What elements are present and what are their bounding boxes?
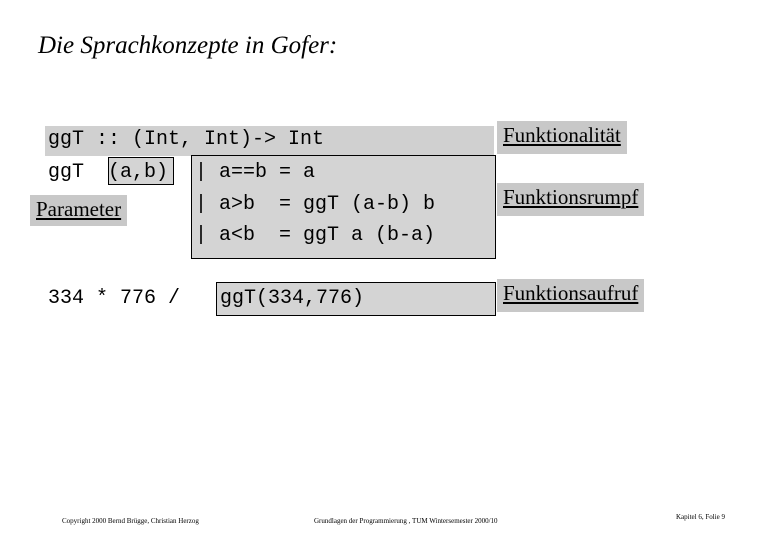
label-funktionalitaet [497,121,627,154]
footer-slide-number: Kapitel 6, Folie 9 [676,513,725,521]
label-funktionsrumpf [497,183,644,216]
code-call-expression: ggT(334,776) [220,287,365,310]
label-funktionsaufruf-text: Funktionsaufruf [503,281,639,305]
code-guard-less: | a<b = ggT a (b-a) [195,224,436,247]
label-funktionalitaet-text: Funktionalität [503,123,621,147]
footer-course: Grundlagen der Programmierung , TUM Wintersemester 2000/10 [314,517,498,525]
label-funktionsaufruf [497,279,644,312]
label-funktionsrumpf-text: Funktionsrumpf [503,185,639,209]
code-parameters: (a,b) [108,161,169,184]
code-call-prefix: 334 * 776 / [48,287,181,310]
code-signature: ggT :: (Int, Int)-> Int [48,128,325,151]
code-function-name: ggT [48,161,85,184]
footer-copyright: Copyright 2000 Bernd Brügge, Christian Herzog [62,517,199,525]
label-parameter-text: Parameter [36,197,122,221]
label-parameter [30,195,127,226]
slide-title: Die Sprachkonzepte in Gofer: [38,32,338,59]
code-guard-equal: | a==b = a [195,161,316,184]
code-guard-greater: | a>b = ggT (a-b) b [195,193,436,216]
